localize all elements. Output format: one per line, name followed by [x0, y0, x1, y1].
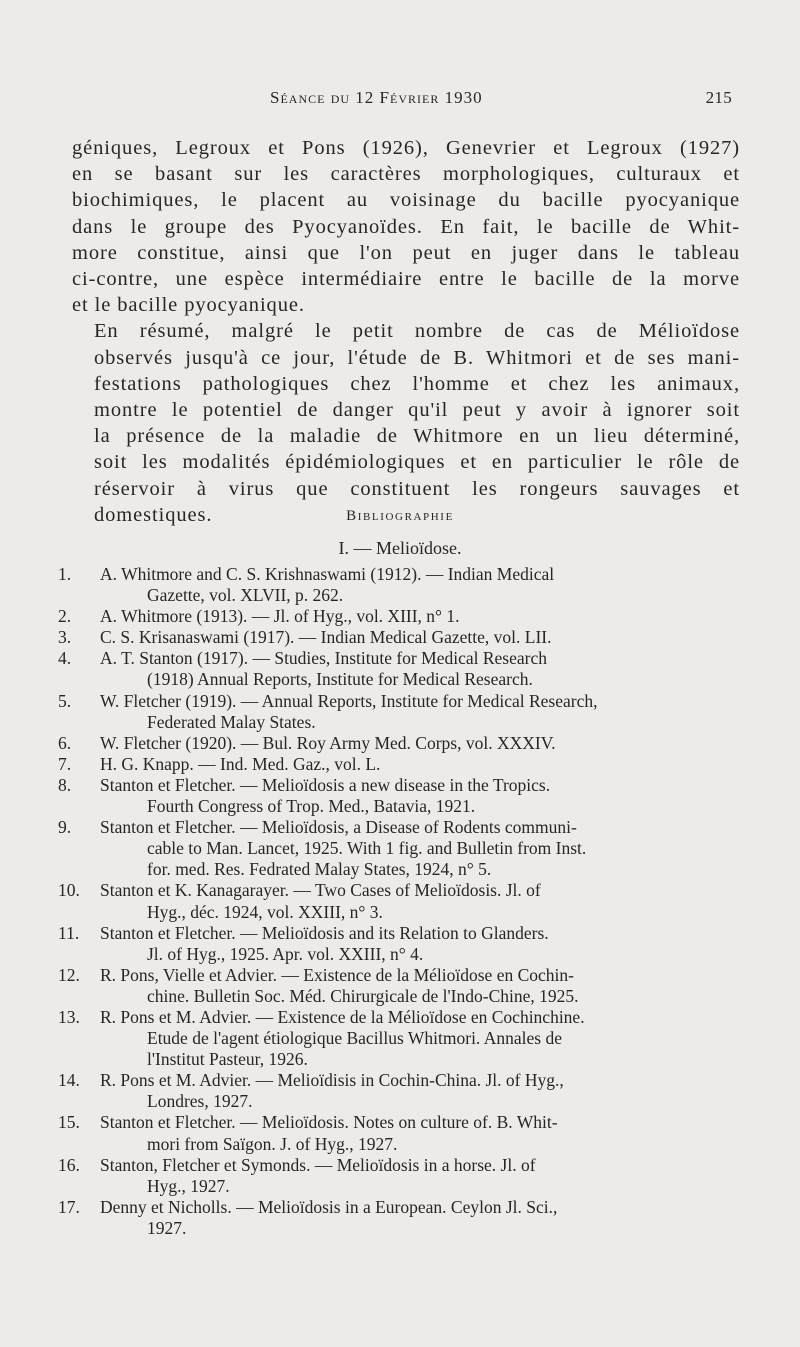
reference-number: 10.	[58, 880, 80, 901]
text-line: montre le potentiel de danger qu'il peut y avoir à ignorer soit	[94, 399, 740, 422]
reference-number: 6.	[58, 732, 72, 753]
bibliography-subheading: I. — Melioïdose.	[338, 538, 462, 558]
reference-item	[58, 648, 738, 690]
reference-line: C. S. Krisanaswami (1917). — Indian Medical Gazette, vol. LII.	[100, 627, 552, 648]
reference-line: Stanton et Fletcher. — Melioïdosis and its Relation to Glanders.	[100, 922, 549, 943]
reference-number: 15.	[58, 1112, 80, 1133]
reference-text	[100, 880, 738, 922]
reference-item	[58, 923, 738, 965]
reference-line: A. T. Stanton (1917). — Studies, Institute for Medical Research	[100, 648, 547, 669]
reference-line: 1927.	[147, 1217, 187, 1238]
reference-line: mori from Saïgon. J. of Hyg., 1927.	[147, 1133, 398, 1154]
reference-line: l'Institut Pasteur, 1926.	[147, 1049, 308, 1070]
reference-line: Etude de l'agent étiologique Bacillus Whitmori. Annales de	[147, 1028, 562, 1049]
reference-line: Londres, 1927.	[147, 1091, 253, 1112]
reference-line: Stanton et Fletcher. — Melioïdosis a new disease in the Tropics.	[100, 774, 551, 795]
reference-line: for. med. Res. Fedrated Malay States, 1924, n° 5.	[147, 859, 492, 880]
reference-line: R. Pons et M. Advier. — Existence de la Mélioïdose en Cochinchine.	[100, 1006, 585, 1027]
reference-line: (1918) Annual Reports, Institute for Medical Research.	[147, 669, 533, 690]
reference-item	[58, 1197, 738, 1239]
reference-number: 4.	[58, 648, 72, 669]
reference-item	[58, 1155, 738, 1197]
reference-number: 2.	[58, 606, 72, 627]
text-line: dans le groupe des Pyocyanoïdes. En fait, le bacille de Whit-	[72, 215, 740, 238]
reference-line: R. Pons et M. Advier. — Melioïdisis in Cochin-China. Jl. of Hyg.,	[100, 1070, 564, 1091]
reference-text	[100, 965, 738, 1007]
header-title: Séance du 12 Février 1930	[270, 88, 483, 107]
reference-line: A. Whitmore (1913). — Jl. of Hyg., vol. XIII, n° 1.	[100, 606, 460, 627]
reference-number: 3.	[58, 627, 72, 648]
text-line: ci-contre, une espèce intermédiaire entre le bacille de la morve	[72, 268, 740, 291]
paragraph	[72, 318, 740, 528]
reference-number: 8.	[58, 774, 72, 795]
reference-text	[100, 1197, 738, 1239]
reference-text	[100, 627, 738, 648]
reference-line: Stanton et Fletcher. — Melioïdosis, a Disease of Rodents communi-	[100, 817, 577, 838]
reference-number: 17.	[58, 1196, 80, 1217]
reference-line: Stanton, Fletcher et Symonds. — Melioïdosis in a horse. Jl. of	[100, 1154, 536, 1175]
text-line: more constitue, ainsi que l'on peut en juger dans le tableau	[72, 241, 740, 264]
reference-text	[100, 817, 738, 880]
reference-text	[100, 1007, 738, 1070]
reference-text	[100, 648, 738, 690]
text-line: festations pathologiques chez l'homme et chez les animaux,	[94, 372, 740, 395]
reference-item	[58, 1007, 738, 1070]
reference-text	[100, 1112, 738, 1154]
reference-number: 16.	[58, 1154, 80, 1175]
reference-item	[58, 691, 738, 733]
text-line: biochimiques, le placent au voisinage du bacille pyocyanique	[72, 189, 740, 212]
reference-line: Federated Malay States.	[147, 711, 316, 732]
reference-item	[58, 564, 738, 606]
reference-text	[100, 606, 738, 627]
reference-line: Jl. of Hyg., 1925. Apr. vol. XXIII, n° 4.	[147, 943, 424, 964]
reference-number: 12.	[58, 964, 80, 985]
reference-number: 5.	[58, 690, 72, 711]
reference-text	[100, 775, 738, 817]
reference-line: Gazette, vol. XLVII, p. 262.	[147, 585, 344, 606]
reference-list	[58, 564, 738, 1239]
reference-item	[58, 880, 738, 922]
text-line: soit les modalités épidémiologiques et en particulier le rôle de	[94, 451, 740, 474]
reference-line: W. Fletcher (1920). — Bul. Roy Army Med. Corps, vol. XXXIV.	[100, 732, 556, 753]
page-number: 215	[705, 88, 732, 107]
text-line: domestiques.	[94, 503, 213, 526]
reference-text	[100, 733, 738, 754]
reference-item	[58, 965, 738, 1007]
reference-item	[58, 775, 738, 817]
reference-item	[58, 754, 738, 775]
reference-number: 9.	[58, 817, 72, 838]
body-text	[72, 135, 740, 528]
reference-line: Denny et Nicholls. — Melioïdosis in a European. Ceylon Jl. Sci.,	[100, 1196, 558, 1217]
paragraph	[72, 135, 740, 318]
reference-number: 7.	[58, 753, 72, 774]
reference-text	[100, 923, 738, 965]
reference-line: chine. Bulletin Soc. Méd. Chirurgicale de l'Indo-Chine, 1925.	[147, 985, 579, 1006]
reference-text	[100, 691, 738, 733]
reference-number: 14.	[58, 1070, 80, 1091]
reference-line: Stanton et K. Kanagarayer. — Two Cases of Melioïdosis. Jl. of	[100, 880, 541, 901]
reference-item	[58, 606, 738, 627]
reference-line: W. Fletcher (1919). — Annual Reports, Institute for Medical Research,	[100, 690, 598, 711]
reference-text	[100, 564, 738, 606]
reference-line: Hyg., 1927.	[147, 1175, 230, 1196]
reference-line: Stanton et Fletcher. — Melioïdosis. Notes on culture of. B. Whit-	[100, 1112, 558, 1133]
reference-text	[100, 754, 738, 775]
text-line: en se basant sur les caractères morphologiques, culturaux et	[72, 163, 740, 186]
reference-line: A. Whitmore and C. S. Krishnaswami (1912). — Indian Medical	[100, 564, 555, 584]
reference-number: 1.	[58, 564, 72, 584]
text-line: la présence de la maladie de Whitmore en un lieu déterminé,	[94, 425, 740, 448]
reference-item	[58, 627, 738, 648]
reference-line: cable to Man. Lancet, 1925. With 1 fig. and Bulletin from Inst.	[147, 838, 587, 859]
text-line: géniques, Legroux et Pons (1926), Genevrier et Legroux (1927)	[72, 137, 740, 159]
reference-text	[100, 1155, 738, 1197]
reference-number: 11.	[58, 922, 80, 943]
reference-number: 13.	[58, 1006, 80, 1027]
reference-item	[58, 817, 738, 880]
text-line: observés jusqu'à ce jour, l'étude de B. Whitmori et de ses mani-	[94, 346, 740, 369]
reference-item	[58, 1070, 738, 1112]
reference-text	[100, 1070, 738, 1112]
reference-line: H. G. Knapp. — Ind. Med. Gaz., vol. L.	[100, 753, 381, 774]
reference-item	[58, 1112, 738, 1154]
text-line: et le bacille pyocyanique.	[72, 294, 305, 317]
reference-item	[58, 733, 738, 754]
text-line: réservoir à virus que constituent les rongeurs sauvages et	[94, 477, 740, 500]
bibliography-heading: Bibliographie	[346, 508, 454, 524]
reference-line: R. Pons, Vielle et Advier. — Existence de la Mélioïdose en Cochin-	[100, 964, 574, 985]
reference-line: Hyg., déc. 1924, vol. XXIII, n° 3.	[147, 901, 383, 922]
reference-line: Fourth Congress of Trop. Med., Batavia, 1921.	[147, 796, 476, 817]
text-line: En résumé, malgré le petit nombre de cas de Mélioïdose	[94, 320, 740, 343]
